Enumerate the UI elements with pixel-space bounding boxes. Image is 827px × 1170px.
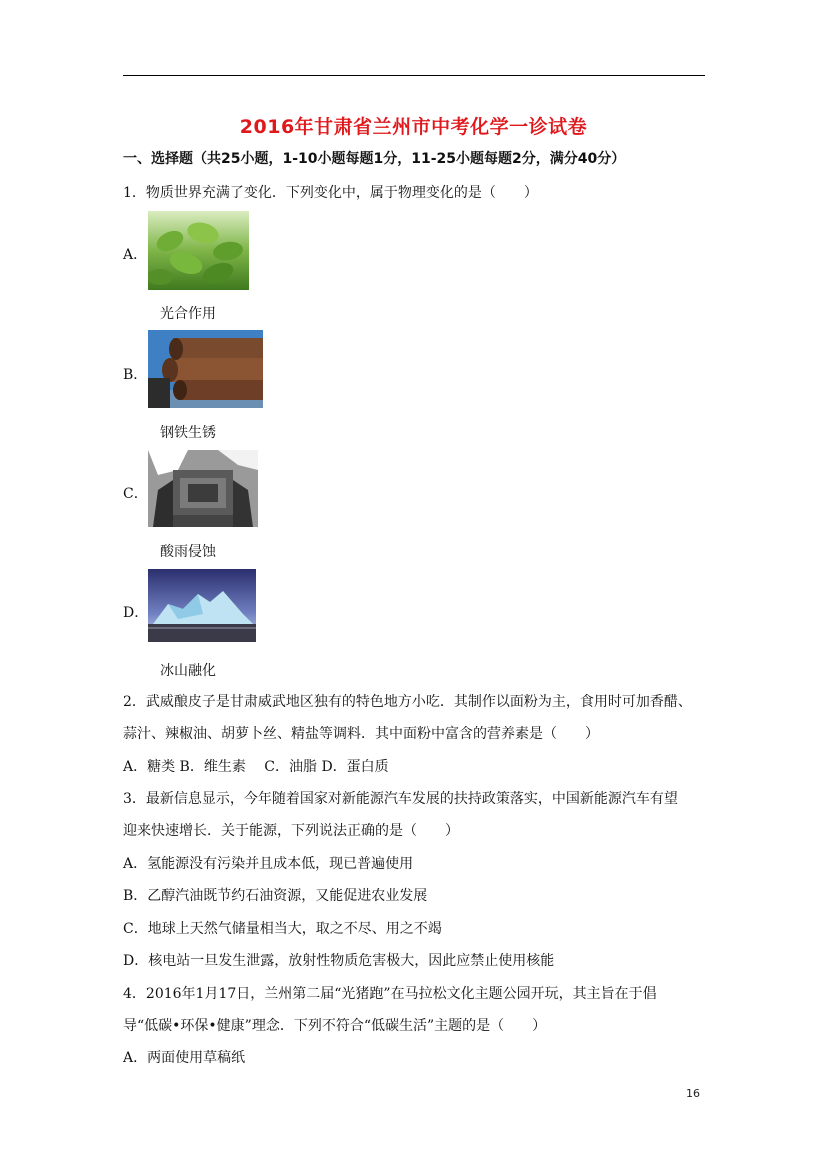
header-rule [123, 75, 705, 76]
q3-stem-line2: 迎来快速增长．关于能源，下列说法正确的是（ ） [123, 823, 459, 839]
rusty-pipes-image [148, 330, 263, 408]
q3-option-d: D．核电站一旦发生泄露，放射性物质危害极大，因此应禁止使用核能 [123, 953, 555, 969]
q3-option-c: C．地球上天然气储量相当大，取之不尽、用之不竭 [123, 921, 442, 937]
page-title: 2016年甘肃省兰州市中考化学一诊试卷 [239, 116, 588, 138]
q1-option-a-caption: 光合作用 [160, 306, 216, 322]
q1-stem: 1．物质世界充满了变化．下列变化中，属于物理变化的是（ ） [123, 185, 538, 201]
q4-stem-line1: 4．2016年1月17日，兰州第二届“光猪跑”在马拉松文化主题公园开玩，其主旨在于倡 [123, 986, 657, 1002]
section-heading: 一、选择题（共25小题，1-10小题每题1分，11-25小题每题2分，满分40分） [123, 151, 626, 167]
acid-rain-statue-image [148, 450, 258, 527]
q4-stem-line2: 导“低碳•环保•健康”理念．下列不符合“低碳生活”主题的是（ ） [123, 1018, 547, 1034]
q1-option-d-label: D． [123, 605, 149, 621]
q2-stem-line1: 2．武威酿皮子是甘肃威武地区独有的特色地方小吃．其制作以面粉为主，食用时可加香醋、 [123, 694, 692, 710]
q1-option-c-caption: 酸雨侵蚀 [160, 544, 216, 560]
photosynthesis-image [148, 211, 249, 290]
q1-option-b-caption: 钢铁生锈 [160, 425, 216, 441]
q3-stem-line1: 3．最新信息显示，今年随着国家对新能源汽车发展的扶持政策落实，中国新能源汽车有望 [123, 791, 678, 807]
q2-stem-line2: 蒜汁、辣椒油、胡萝卜丝、精盐等调料．其中面粉中富含的营养素是（ ） [123, 726, 599, 742]
q1-option-b-label: B． [123, 367, 148, 383]
q1-option-d-caption: 冰山融化 [160, 663, 216, 679]
q4-option-a: A．两面使用草稿纸 [123, 1050, 246, 1066]
q2-options: A．糖类 B．维生素 C．油脂 D．蛋白质 [123, 759, 389, 775]
q1-option-c-label: C． [123, 486, 148, 502]
q1-option-a-label: A． [123, 247, 148, 263]
melting-iceberg-image [148, 569, 256, 642]
q3-option-b: B．乙醇汽油既节约石油资源，又能促进农业发展 [123, 888, 428, 904]
page-number: 16 [686, 1087, 700, 1100]
q3-option-a: A．氢能源没有污染并且成本低，现已普遍使用 [123, 856, 414, 872]
